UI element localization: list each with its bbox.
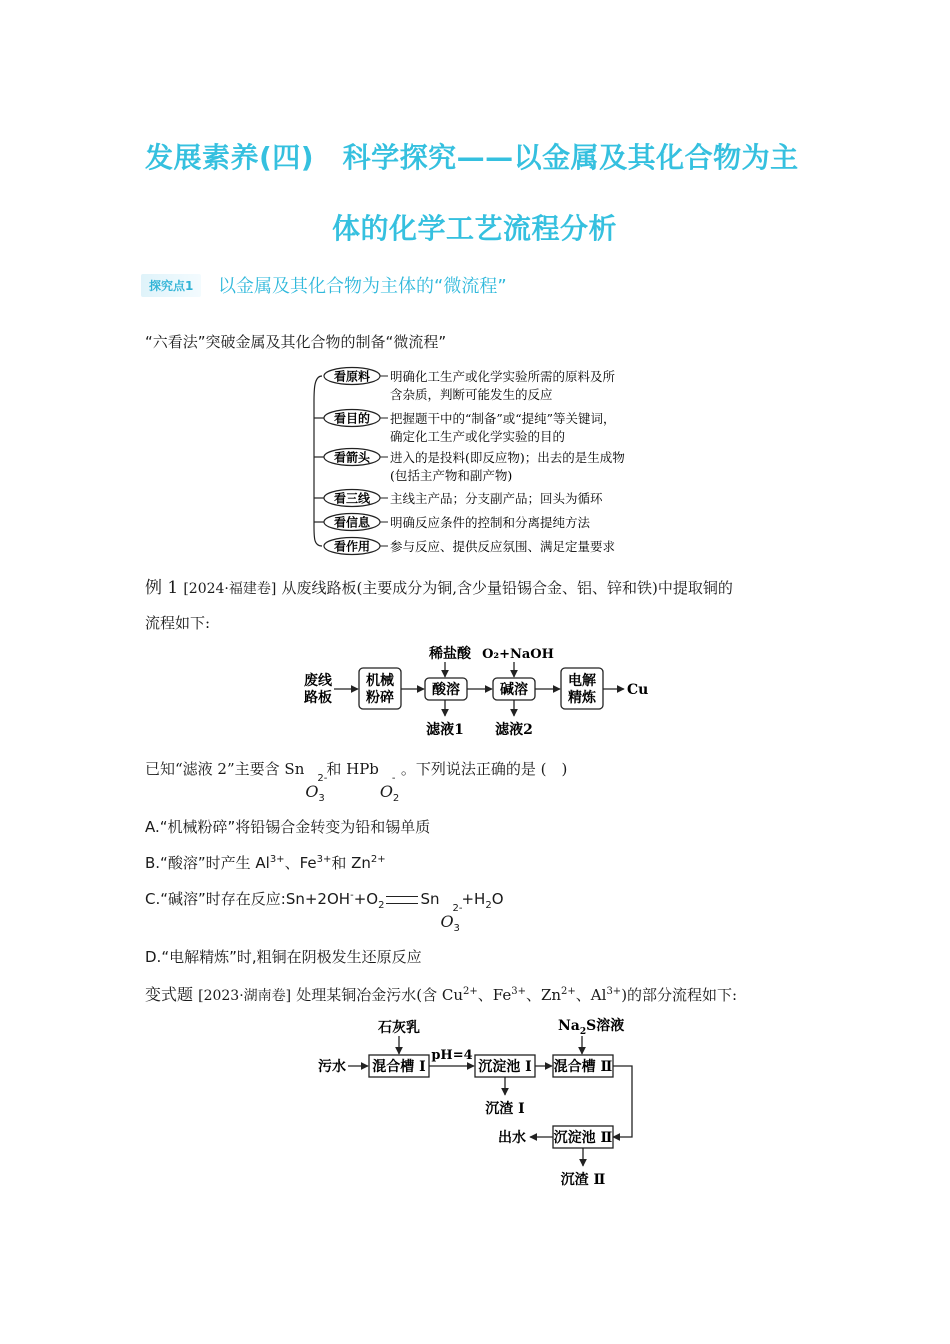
method-desc-2b: 确定化工生产或化学实验的目的 — [390, 429, 566, 444]
method-desc-3b: (包括主产物和副产物) — [390, 468, 513, 483]
method-desc-5: 明确反应条件的控制和分离提纯方法 — [390, 515, 591, 530]
flow2-outwater: 出水 — [498, 1130, 526, 1146]
option-b: B.“酸溶”时产生 $Al^{3+}$、$Fe^{3+}$和 $Zn^{2+}$ — [145, 854, 386, 872]
page-title-line1: 发展素养(四) 科学探究——以金属及其化合物为主 — [145, 141, 799, 174]
flow1-filtrate1: 滤液1 — [426, 722, 464, 738]
example1-label: 例 1 — [145, 578, 179, 598]
svg-text:看信息: 看信息 — [333, 515, 371, 530]
svg-text:看作用: 看作用 — [333, 539, 371, 554]
intro-text: “六看法”突破金属及其化合物的制备“微流程” — [145, 333, 447, 351]
method-desc-2a: 把握题干中的“制备”或“提纯”等关键词， — [390, 411, 616, 426]
svg-text:沉淀池 Ⅱ: 沉淀池 Ⅱ — [553, 1130, 613, 1146]
svg-text:混合槽 Ⅱ: 混合槽 Ⅱ — [553, 1059, 613, 1075]
section-title: 以金属及其化合物为主体的“微流程” — [218, 276, 507, 297]
equals-sign — [386, 896, 418, 904]
flow2-ph: pH=4 — [431, 1048, 473, 1063]
known-statement: 已知“滤液 2”主要含 Sn O 3 2- 和 HPb O 2 - 。下列说法正确的是 ( ) — [145, 760, 568, 804]
svg-text:酸溶: 酸溶 — [432, 682, 460, 698]
method-key-1 — [324, 368, 388, 385]
svg-text:看目的: 看目的 — [333, 411, 371, 426]
option-d: D.“电解精炼”时,粗铜在阴极发生还原反应 — [145, 948, 422, 966]
method-desc-1b: 含杂质，判断可能发生的反应 — [390, 387, 553, 402]
method-desc-1a: 明确化工生产或化学实验所需的原料及所 — [390, 369, 616, 384]
svg-text:机械: 机械 — [366, 673, 394, 689]
svg-text:看箭头: 看箭头 — [333, 450, 371, 465]
flow2-reagent-lime: 石灰乳 — [378, 1020, 420, 1036]
method-key-2 — [324, 410, 388, 427]
flow1-reagent-hcl: 稀盐酸 — [429, 646, 471, 662]
option-c: C.“碱溶”时存在反应$:Sn+2OH^-+O_2$ Sn O 3 2- $+H_2O$ — [145, 890, 504, 934]
svg-text:沉淀池 Ⅰ: 沉淀池 Ⅰ — [478, 1059, 532, 1075]
flow1-input-b: 路板 — [304, 690, 332, 706]
example1-text2: 流程如下: — [145, 614, 211, 632]
flow1-product-cu: Cu — [627, 682, 649, 698]
example1-text1: 从废线路板(主要成分为铜,含少量铅锡合金、铝、锌和铁)中提取铜的 — [281, 579, 733, 597]
flow2-input: 污水 — [318, 1059, 346, 1075]
method-key-6 — [324, 538, 388, 555]
flow1-filtrate2: 滤液2 — [495, 722, 533, 738]
svg-text:碱溶: 碱溶 — [500, 682, 528, 698]
copper-extraction-flowchart — [300, 640, 660, 740]
flow2-residue2: 沉渣 Ⅱ — [560, 1172, 606, 1188]
svg-text:精炼: 精炼 — [568, 690, 596, 706]
method-desc-6: 参与反应、提供反应氛围、满足定量要求 — [390, 539, 616, 554]
svg-text:粉碎: 粉碎 — [366, 690, 394, 706]
flow2-reagent-na2s: $Na_2S$溶液 — [558, 1018, 625, 1037]
example1-source: [2024·福建卷] — [183, 581, 277, 597]
section-badge: 探究点1 — [141, 274, 201, 297]
svg-text:电解: 电解 — [568, 673, 596, 689]
svg-text:混合槽 Ⅰ: 混合槽 Ⅰ — [372, 1059, 426, 1075]
flow1-input-a: 废线 — [304, 673, 332, 689]
six-methods-diagram — [310, 362, 650, 558]
page-title-line2: 体的化学工艺流程分析 — [332, 212, 618, 245]
method-key-4 — [324, 490, 388, 507]
example1-line1 — [145, 580, 733, 597]
svg-text:看三线: 看三线 — [333, 491, 371, 506]
method-desc-4: 主线主产品；分支副产品；回头为循环 — [390, 491, 603, 506]
option-a: A.“机械粉碎”将铅锡合金转变为铅和锡单质 — [145, 818, 431, 836]
wastewater-flowchart — [312, 1012, 652, 1192]
flow2-residue1: 沉渣 Ⅰ — [485, 1101, 525, 1117]
variant-line: 变式题 [2023·湖南卷] 处理某铜冶金污水(含 $Cu^{2+}$、$Fe^{3+}$、$Zn^{2+}$、$Al^{3+}$)的部分流程如下: — [145, 985, 738, 1004]
flow1-reagent-o2naoh: O₂+NaOH — [482, 647, 554, 662]
method-key-3 — [324, 449, 388, 466]
method-key-5 — [324, 514, 388, 531]
svg-text:看原料: 看原料 — [333, 369, 371, 384]
method-desc-3a: 进入的是投料(即反应物)；出去的是生成物 — [390, 450, 625, 465]
